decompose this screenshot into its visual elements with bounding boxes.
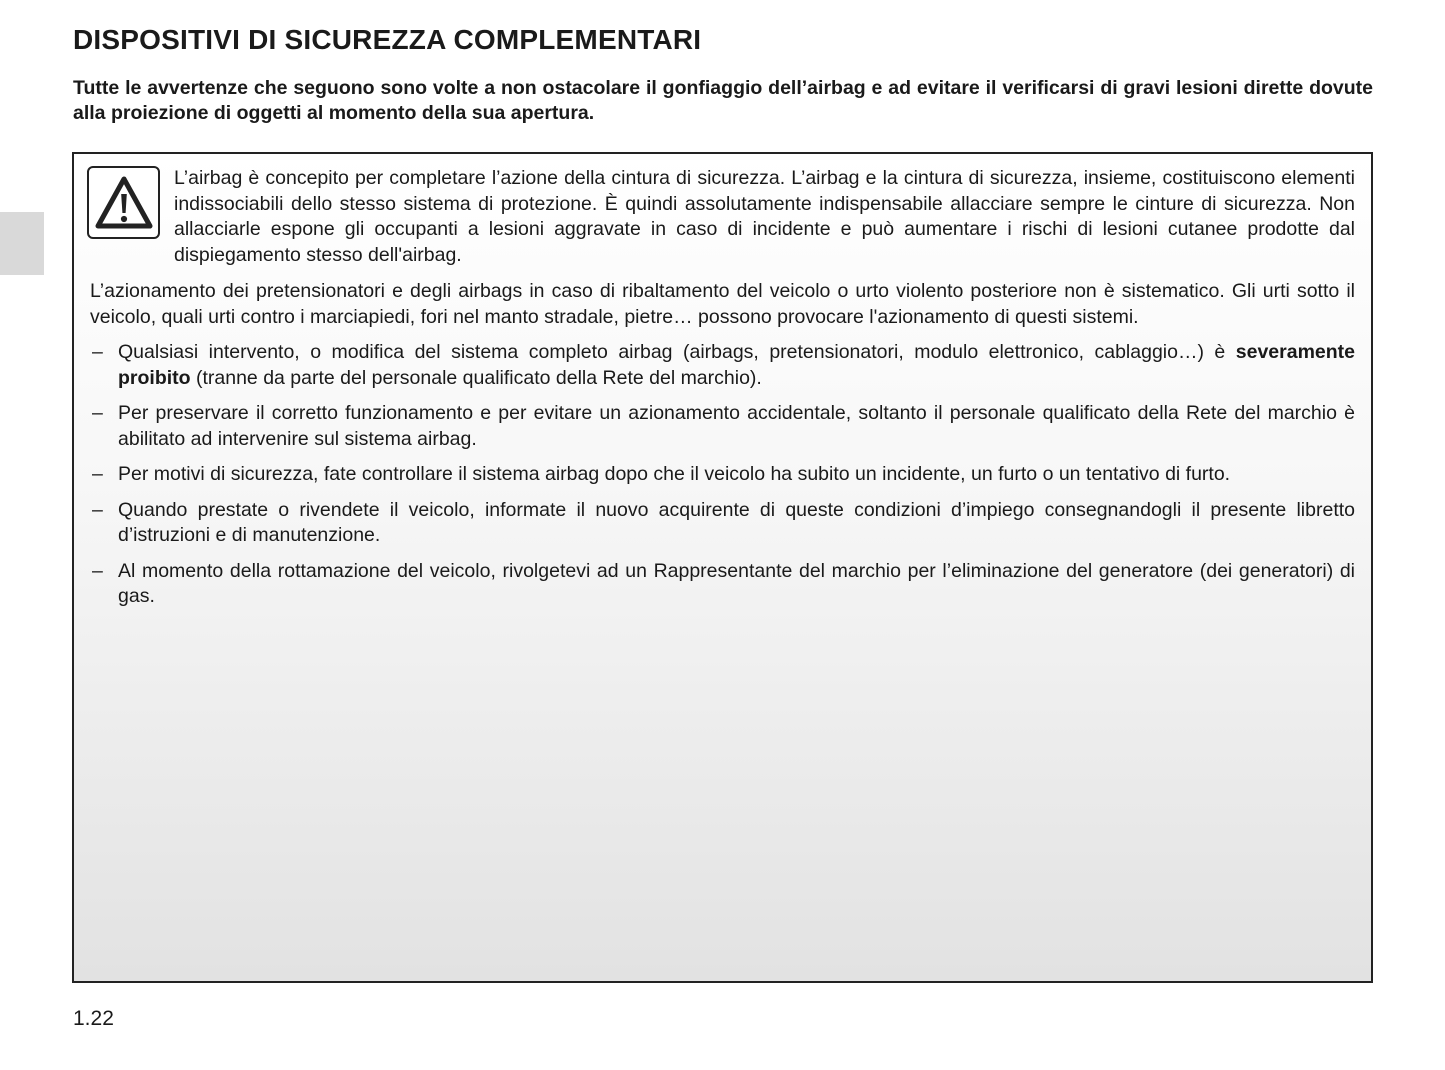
warning-box [72, 152, 1373, 983]
list-item-text: Quando prestate o rivendete il veicolo, informate il nuovo acquirente di queste condizioni d’impiego consegnandogli il presente libretto d’istruzioni e di manutenzione. [118, 498, 1355, 546]
list-item [90, 498, 1355, 549]
list-item-text: Per motivi di sicurezza, fate controllare il sistema airbag dopo che il veicolo ha subito un incidente, un furto o un tentativo di furto. [118, 463, 1231, 485]
page-title: DISPOSITIVI DI SICUREZZA COMPLEMENTARI [73, 24, 702, 55]
list-item-text: Al momento della rottamazione del veicolo, rivolgetevi ad un Rappresentante del marchio per l’eliminazione del generatore (dei generatori) di gas. [118, 559, 1355, 607]
warning-triangle-icon [87, 166, 160, 239]
list-item-text: Per preservare il corretto funzionamento e per evitare un azionamento accidentale, soltanto il personale qualificato della Rete del marchio è abilitato ad intervenire sul sistema airbag. [118, 402, 1355, 450]
intro-paragraph: Tutte le avvertenze che seguono sono volte a non ostacolare il gonfiaggio dell’airbag e ad evitare il verificarsi di gravi lesioni dirette dovute alla proiezione di oggetti al momento della sua apertura. [73, 77, 1373, 124]
bullet-dash: – [92, 463, 103, 485]
list-item [90, 559, 1355, 610]
bullet-dash: – [92, 402, 103, 424]
list-item [90, 462, 1355, 488]
bullet-dash: – [92, 559, 103, 582]
warning-paragraph-1: L’airbag è concepito per completare l’azione della cintura di sicurezza. L’airbag e la cintura di sicurezza, insieme, costituiscono elementi indissociabili dello stesso sistema di protezione. È quindi assolutamente indispensabile allacciare sempre le cinture di sicurezza. Non allacciarle espone gli occupanti a lesioni aggravate in caso di incidente e può aumentare i rischi di lesioni cutanee prodotte dal dispiegamento stesso dell'airbag. [174, 167, 1355, 266]
section-tab-marker [0, 212, 44, 275]
list-item-emphasis: severamente proibito [118, 341, 1355, 389]
list-item [90, 340, 1355, 391]
warning-paragraph-2: L’azionamento dei pretensionatori e degli airbags in caso di ribaltamento del veicolo o urto violento posteriore non è sistematico. Gli urti sotto il veicolo, quali urti contro i marciapiedi, fori nel manto stradale, pietre… possono provocare l'azionamento di questi sistemi. [90, 280, 1355, 328]
bullet-dash: – [92, 341, 103, 363]
bullet-dash: – [92, 498, 103, 521]
list-item [90, 401, 1355, 452]
page-number: 1.22 [73, 1007, 114, 1030]
list-item-text: (tranne da parte del personale qualificato della Rete del marchio). [190, 366, 762, 389]
warning-list [90, 340, 1355, 610]
list-item-text: Qualsiasi intervento, o modifica del sistema completo airbag (airbags, pretensionatori, modulo elettronico, cablaggio…) è [118, 341, 1236, 363]
